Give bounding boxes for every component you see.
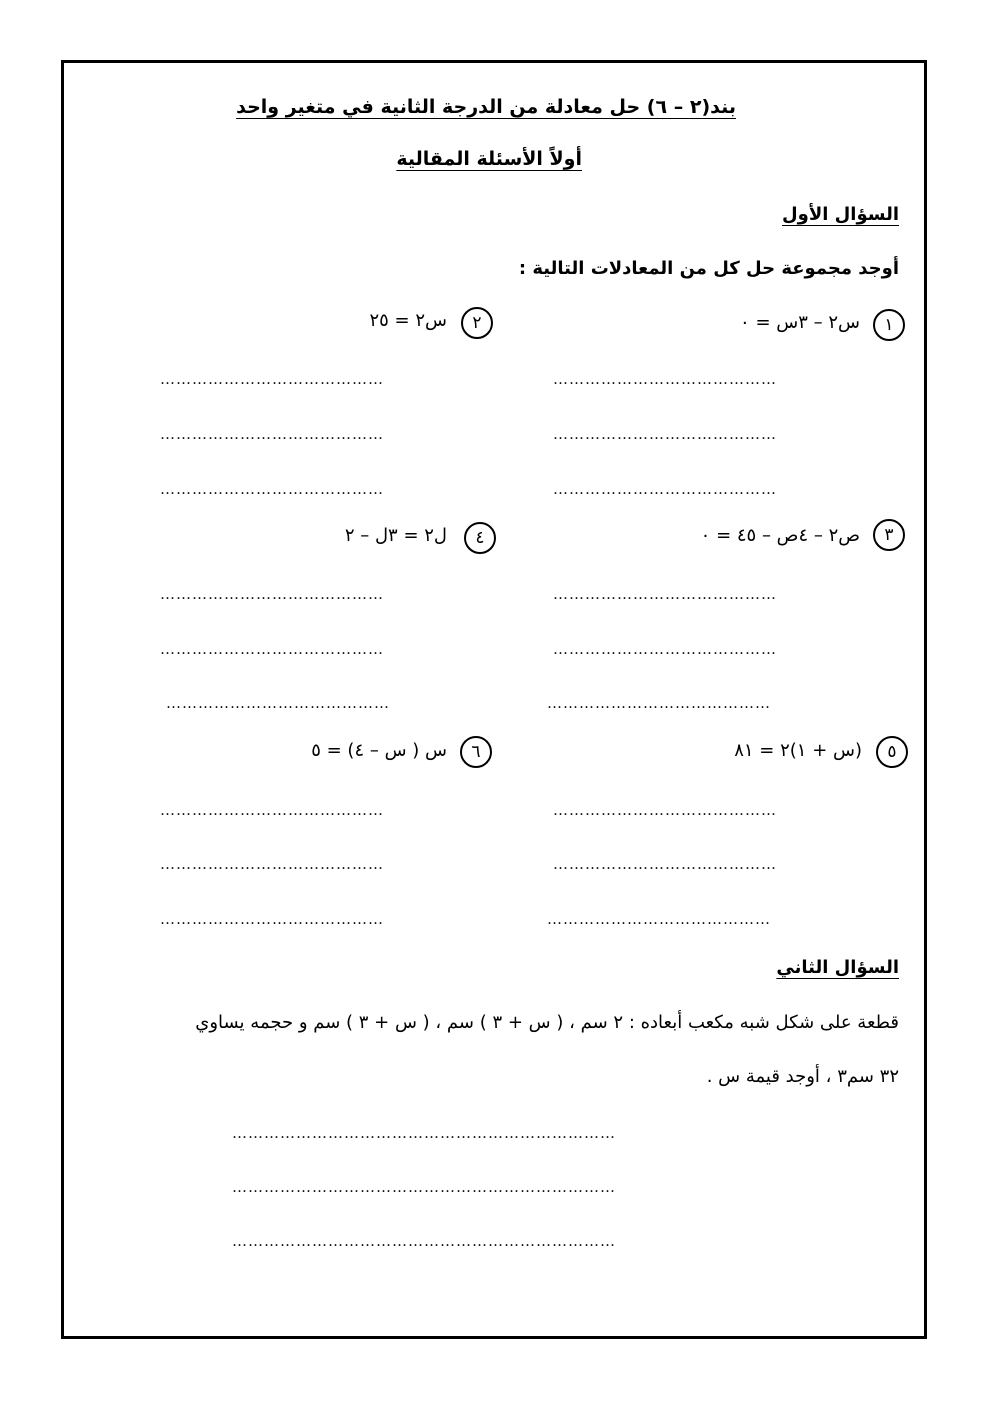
equation-5: (س + ١)٢ = ٨١ — [734, 740, 862, 761]
item-number-6: ٦ — [460, 736, 492, 768]
answer-line[interactable]: …………………………………… — [547, 694, 771, 712]
answer-line[interactable]: ……………………………………………………………… — [232, 1178, 616, 1196]
question-2-text-line-1: قطعة على شكل شبه مكعب أبعاده : ٢ سم ، ( س + ٣ ) سم ، ( س + ٣ ) سم و حجمه يساوي — [195, 1012, 899, 1033]
answer-line[interactable]: …………………………………… — [160, 425, 384, 443]
answer-line[interactable]: …………………………………… — [160, 855, 384, 873]
item-number-5: ٥ — [876, 736, 908, 768]
question-2-heading: السؤال الثاني — [776, 957, 899, 978]
answer-line[interactable]: …………………………………… — [160, 910, 384, 928]
equation-2: س٢ = ٢٥ — [369, 310, 447, 331]
answer-line[interactable]: …………………………………… — [553, 640, 777, 658]
answer-line[interactable]: …………………………………… — [553, 370, 777, 388]
answer-line[interactable]: …………………………………… — [160, 640, 384, 658]
answer-line[interactable]: …………………………………… — [553, 425, 777, 443]
answer-line[interactable]: …………………………………… — [160, 370, 384, 388]
equation-6: س ( س – ٤) = ٥ — [311, 740, 447, 761]
equation-4: ل٢ = ٣ل – ٢ — [344, 525, 447, 546]
equation-3: ص٢ – ٤ص – ٤٥ = ٠ — [700, 525, 860, 546]
answer-line[interactable]: …………………………………… — [553, 480, 777, 498]
answer-line[interactable]: ……………………………………………………………… — [232, 1232, 616, 1250]
page-title: بند(٢ – ٦) حل معادلة من الدرجة الثانية في متغير واحد — [236, 96, 736, 118]
question-1-heading: السؤال الأول — [782, 204, 899, 225]
answer-line[interactable]: …………………………………… — [160, 585, 384, 603]
answer-line[interactable]: …………………………………… — [547, 910, 771, 928]
item-number-1: ١ — [873, 309, 905, 341]
item-number-4: ٤ — [464, 522, 496, 554]
answer-line[interactable]: …………………………………… — [166, 694, 390, 712]
answer-line[interactable]: …………………………………… — [553, 585, 777, 603]
question-2-text-line-2: ٣٢ سم٣ ، أوجد قيمة س . — [706, 1066, 899, 1087]
question-1-instruction: أوجد مجموعة حل كل من المعادلات التالية : — [518, 258, 899, 279]
item-number-3: ٣ — [873, 519, 905, 551]
answer-line[interactable]: …………………………………… — [160, 801, 384, 819]
answer-line[interactable]: …………………………………… — [553, 855, 777, 873]
answer-line[interactable]: …………………………………… — [160, 480, 384, 498]
equation-1: س٢ – ٣س = ٠ — [740, 312, 860, 333]
item-number-2: ٢ — [461, 307, 493, 339]
answer-line[interactable]: …………………………………… — [553, 801, 777, 819]
answer-line[interactable]: ……………………………………………………………… — [232, 1124, 616, 1142]
section-subtitle: أولاً الأسئلة المقالية — [396, 148, 582, 170]
